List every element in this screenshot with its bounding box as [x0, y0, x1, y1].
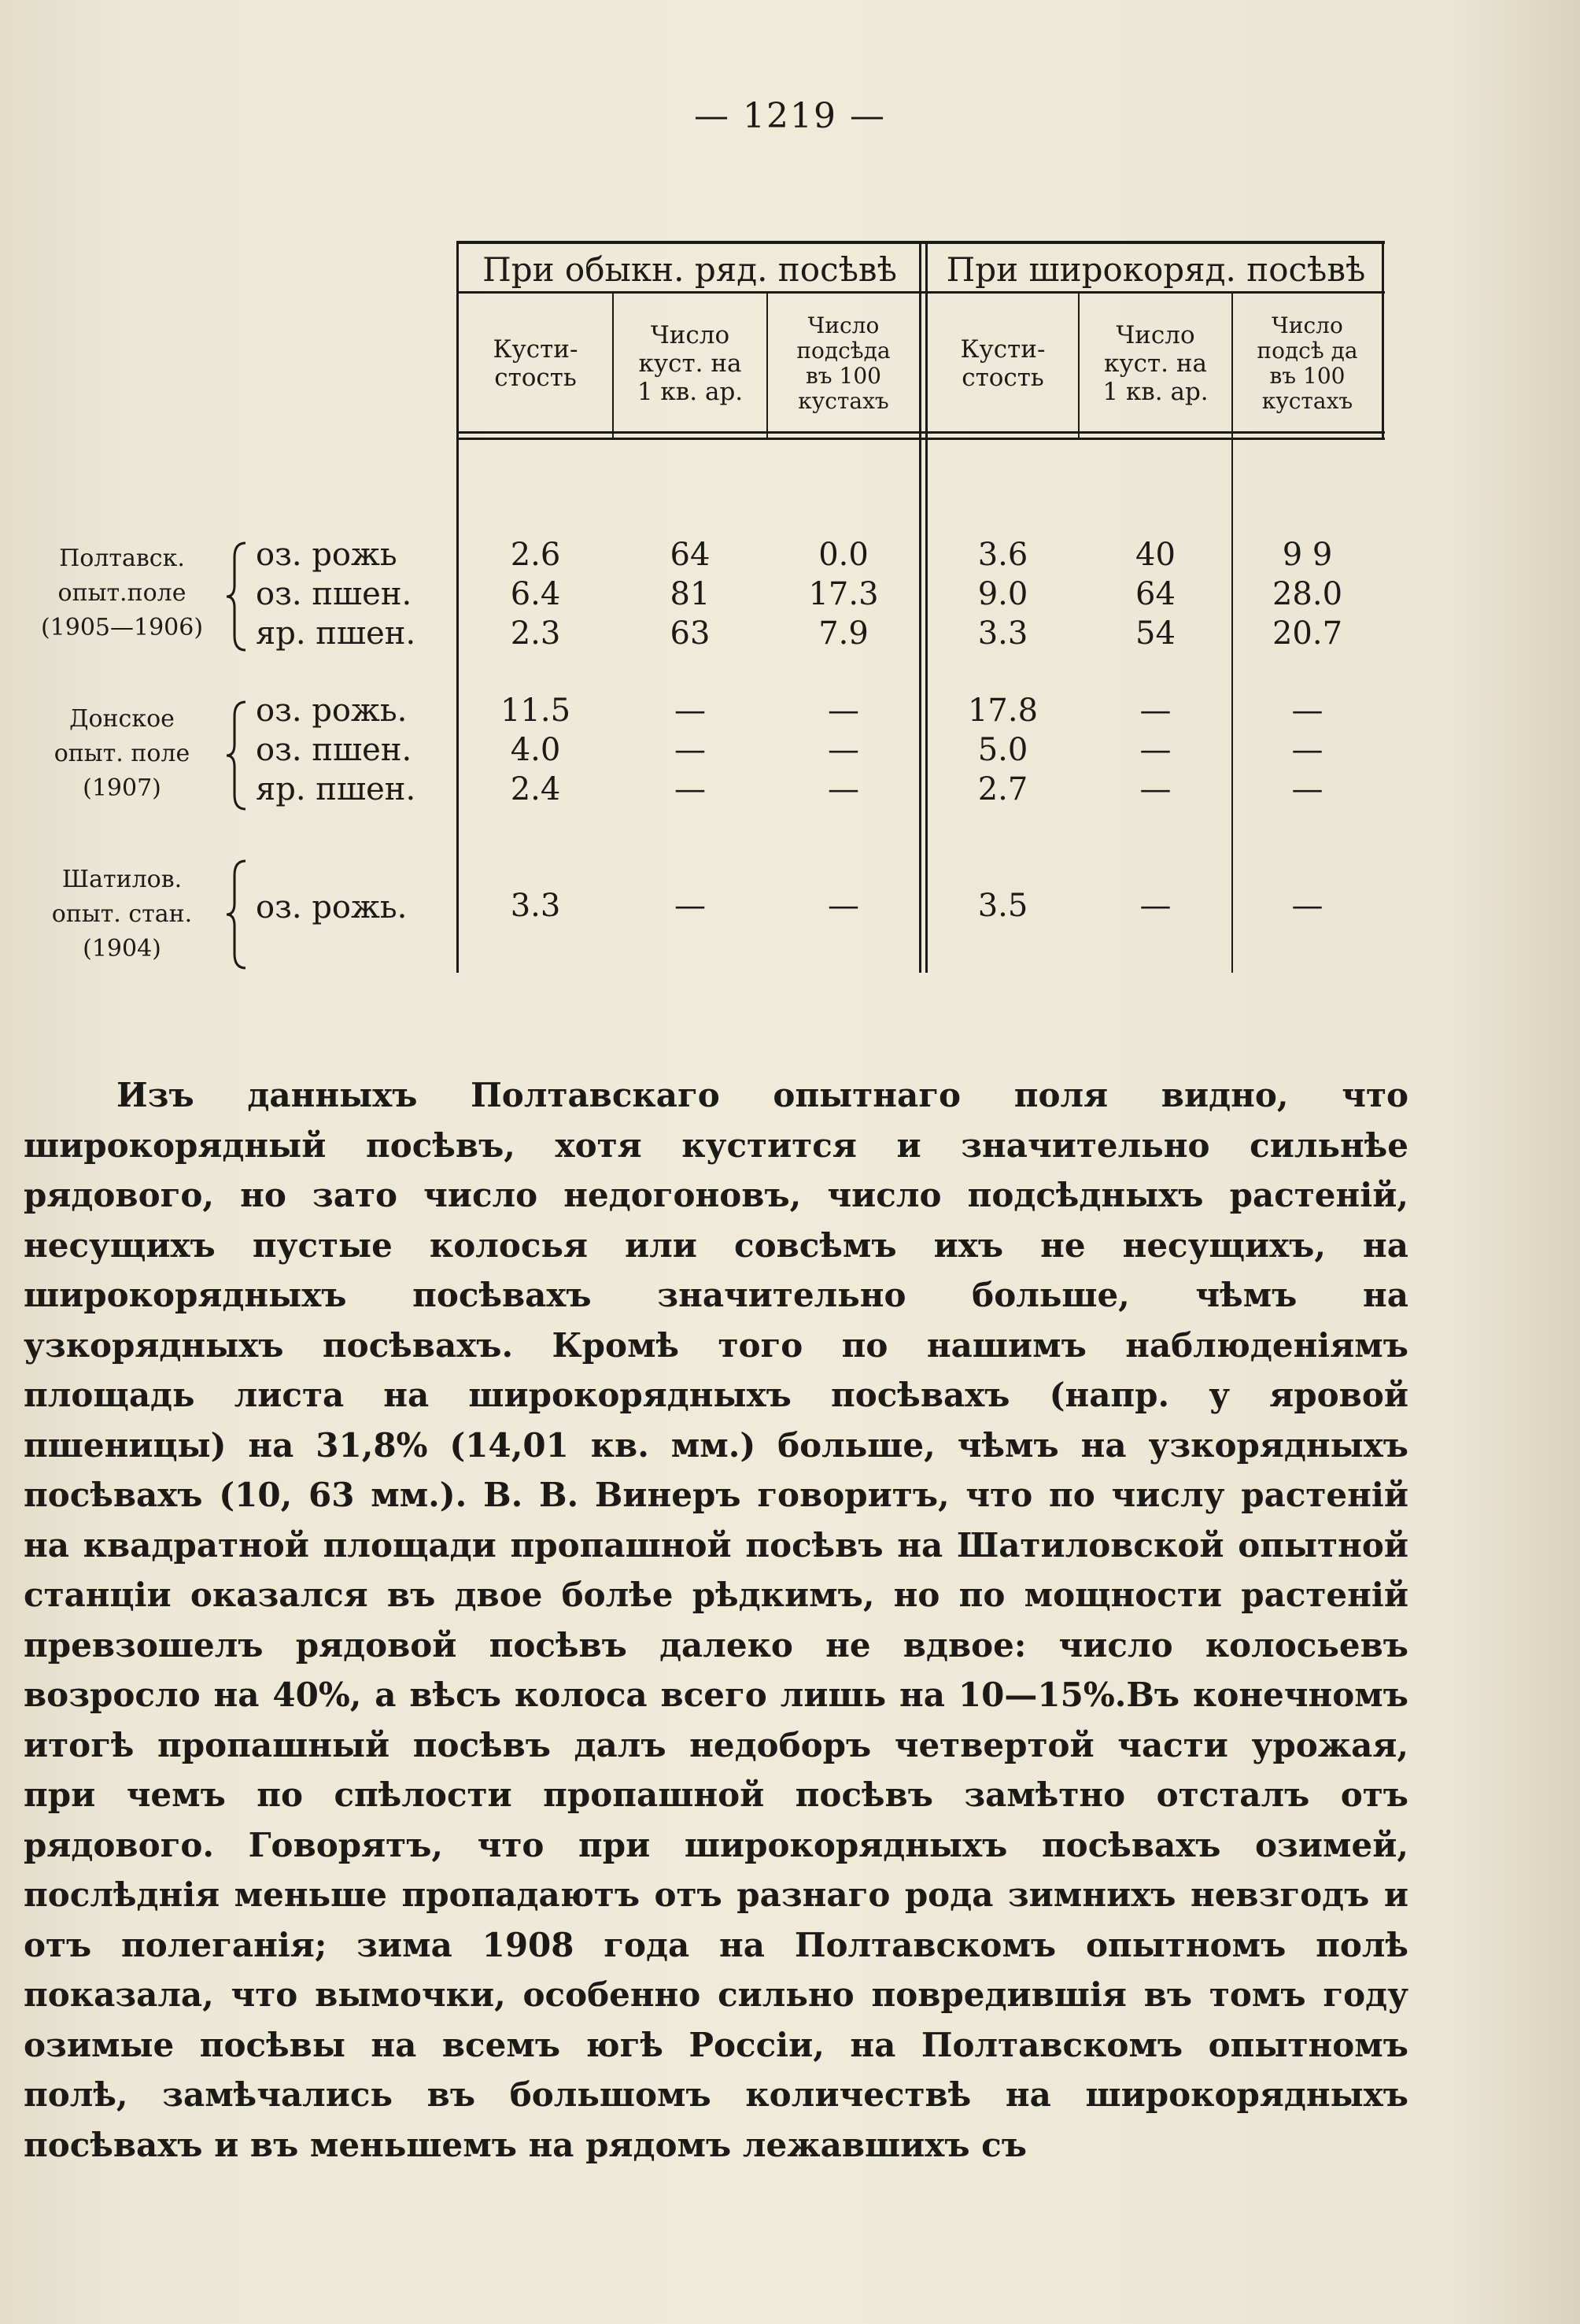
crop-label: оз. пшен. [256, 732, 412, 768]
table-cell: 63 [670, 615, 711, 652]
table-cell: — [674, 732, 706, 768]
table-cell: — [1291, 771, 1323, 807]
table-cell: 28.0 [1272, 576, 1343, 612]
table-cell: 0.0 [818, 537, 869, 573]
column-header-undergrowth: Число подсѣда въ 100 кустахъ [796, 312, 891, 414]
table-cell: 4.0 [510, 732, 561, 768]
station-label: Шатилов. опыт. стан. (1904) [51, 866, 193, 962]
column-header-tillering: Кусти- стость [493, 335, 578, 392]
table-cell: — [828, 732, 859, 768]
table-cell: 3.5 [977, 888, 1028, 924]
brace-icon [225, 700, 249, 811]
body-paragraph: Изъ данныхъ Полтавскаго опытнаго поля видно, что широкорядный посѣвъ, хотя кустится и значительно сильнѣе рядового, но зато число недогоновъ, число подсѣдныхъ растеній, несущихъ пустые колосья или совсѣмъ ихъ не несущихъ, на широкорядныхъ посѣвахъ значительно больше, чѣмъ на узкорядныхъ посѣвахъ. Кромѣ того по нашимъ наблюденіямъ площадь листа на широкорядныхъ посѣвахъ (напр. у яровой пшеницы) на 31,8% (14,01 кв. мм.) больше, чѣмъ на узкорядныхъ посѣвахъ (10, 63 мм.). В. В. Винеръ говоритъ, что по числу растеній на квадратной площади пропашной посѣвъ на Шатиловской опытной станціи оказался въ двое болѣе рѣдкимъ, но по мощности растеній превзошелъ рядовой посѣвъ далеко не вдвое: число колосьевъ возросло на 40%, а вѣсъ колоса всего лишь на 10—15%.Въ конечномъ итогѣ пропашный посѣвъ далъ недоборъ четвертой части урожая, при чемъ по спѣлости пропашной посѣвъ замѣтно отсталъ отъ рядового. Говорятъ, что при широкорядныхъ посѣвахъ озимей, послѣднія меньше пропадаютъ отъ разнаго рода зимнихъ невзгодъ и отъ полеганія; зима 1908 года на Полтавскомъ опытномъ полѣ показала, что вымочки, особенно сильно повредившія въ томъ году озимые посѣвы на всемъ югѣ Россіи, на Полтавскомъ опытномъ полѣ, замѣчались въ большомъ количествѣ на широкорядныхъ посѣвахъ и въ меньшемъ на рядомъ лежавшихъ съ [24, 1076, 1408, 2164]
station-label: Полтавск. опыт.поле (1905—1906) [40, 545, 204, 641]
table-cell: — [1291, 693, 1323, 729]
table-cell: 2.6 [510, 537, 561, 573]
column-header-undergrowth: Число подсѣ да въ 100 кустахъ [1257, 312, 1358, 414]
table-cell: 9 9 [1282, 537, 1333, 573]
table-cell: 17.8 [967, 693, 1039, 729]
table-cell: — [674, 888, 706, 924]
crop-label: оз. рожь [256, 537, 397, 573]
table-cell: — [1139, 693, 1172, 729]
table-cell: 6.4 [510, 576, 561, 612]
table-cell: — [1139, 732, 1172, 768]
table-cell: — [674, 771, 706, 807]
column-header-bushes-per-area: Число куст. на 1 кв. ар. [637, 321, 744, 406]
table-cell: 5.0 [977, 732, 1028, 768]
table-cell: — [674, 693, 706, 729]
table-cell: 3.3 [510, 888, 561, 924]
table-cell: 9.0 [977, 576, 1028, 612]
table-cell: 54 [1135, 615, 1176, 652]
brace-icon [225, 859, 249, 970]
group-header-ordinary: При обыкн. ряд. посѣвѣ [482, 250, 897, 289]
table-cell: 3.3 [977, 615, 1028, 652]
table-cell: — [1139, 771, 1172, 807]
table-cell: — [828, 888, 859, 924]
table-cell: 7.9 [818, 615, 869, 652]
table-cell: 2.3 [510, 615, 561, 652]
table-cell: — [1139, 888, 1172, 924]
brace-icon [225, 541, 249, 652]
crop-label: оз. пшен. [256, 576, 412, 612]
table-cell: — [828, 771, 859, 807]
table-cell: 40 [1135, 537, 1176, 573]
crop-label: оз. рожь. [256, 693, 408, 729]
table-cell: 20.7 [1272, 615, 1343, 652]
table-cell: 2.7 [977, 771, 1028, 807]
group-divider-rule [919, 241, 921, 973]
table-cell: — [1291, 732, 1323, 768]
station-label: Донское опыт. поле (1907) [54, 705, 190, 802]
column-header-bushes-per-area: Число куст. на 1 кв. ар. [1102, 321, 1209, 406]
table-cell: 17.3 [808, 576, 879, 612]
table-cell: 11.5 [500, 693, 571, 729]
crop-label: яр. пшен. [256, 771, 416, 807]
crop-label: яр. пшен. [256, 615, 416, 652]
column-header-tillering: Кусти- стость [960, 335, 1046, 392]
table-cell: 64 [1135, 576, 1176, 612]
table-cell: 2.4 [510, 771, 561, 807]
crop-label: оз. рожь. [256, 889, 408, 926]
table-cell: — [1291, 888, 1323, 924]
table-cell: 81 [670, 576, 711, 612]
group-header-wide-row: При широкоряд. посѣвѣ [946, 250, 1366, 289]
table-cell: 3.6 [977, 537, 1028, 573]
table-cell: — [828, 693, 859, 729]
table-cell: 64 [670, 537, 711, 573]
page-number: — 1219 — [694, 96, 886, 136]
